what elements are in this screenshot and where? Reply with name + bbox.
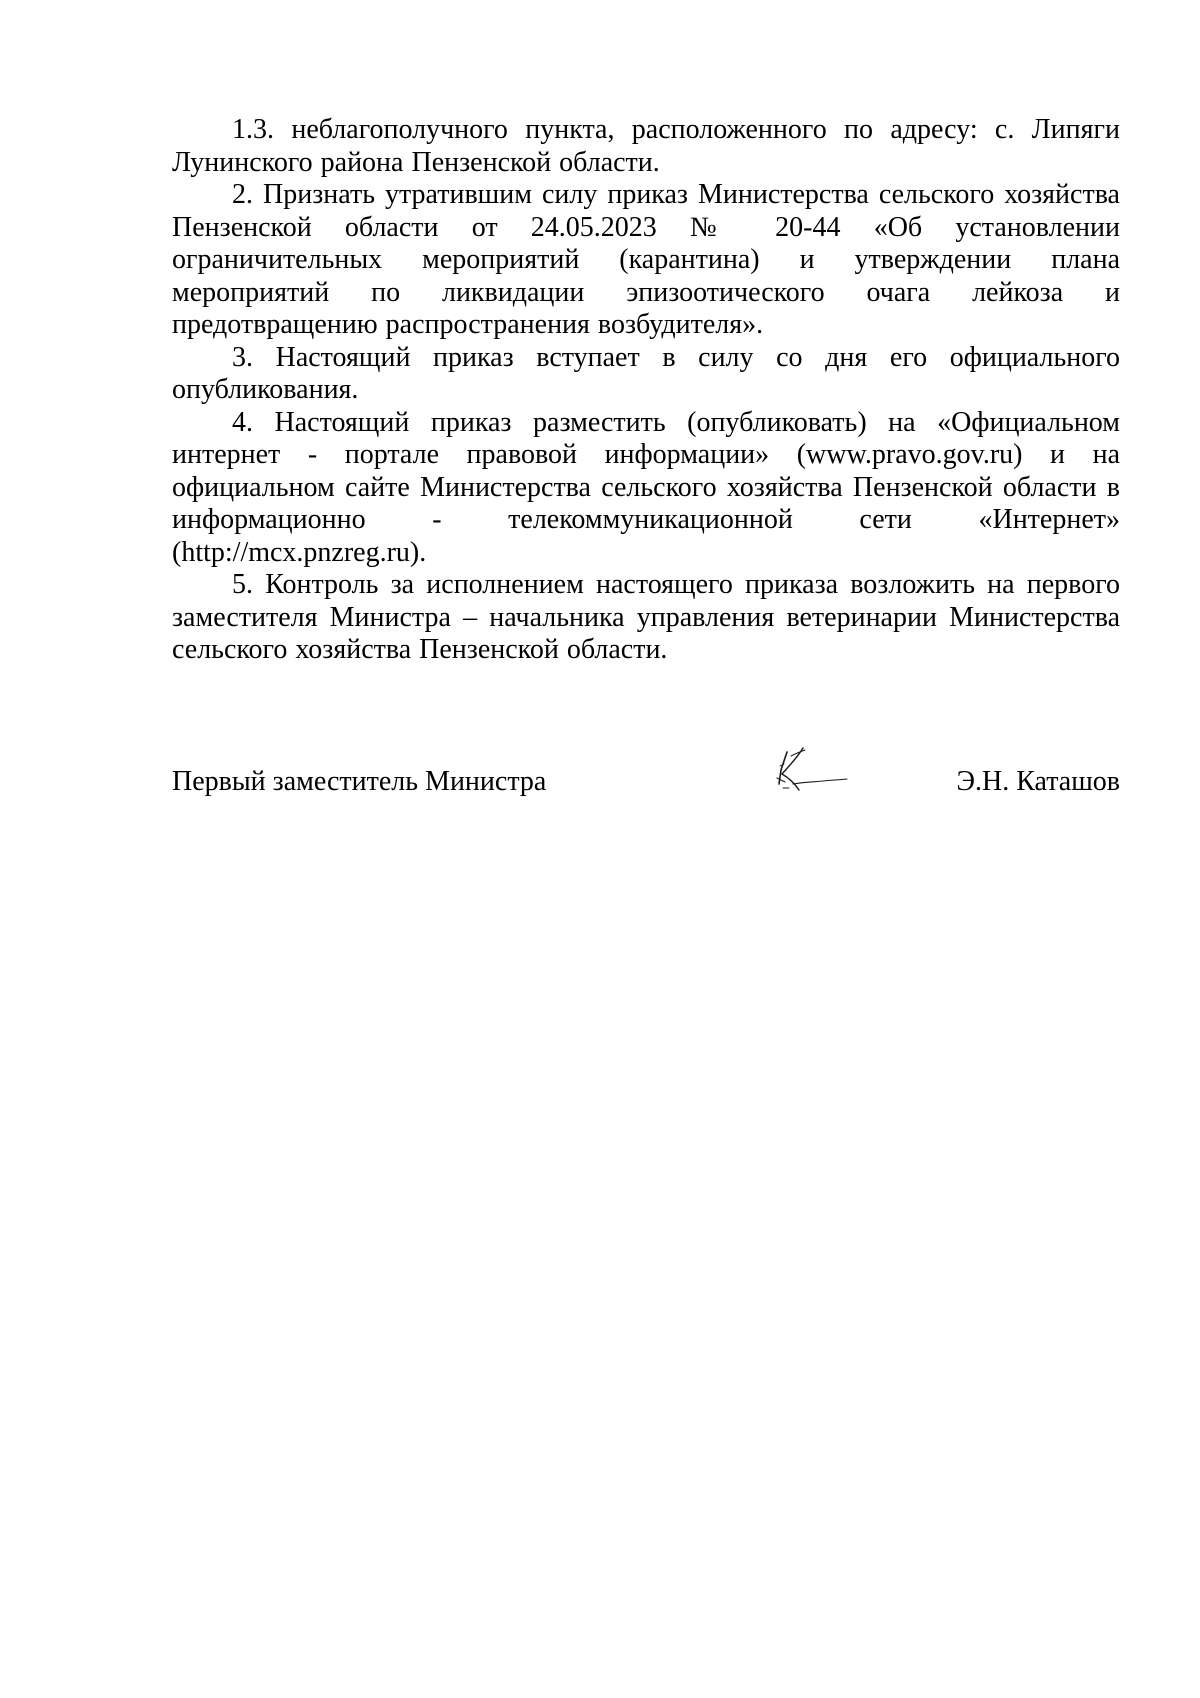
paragraph-1-3: 1.3. неблагополучного пункта, расположенного по адресу: с. Липяги Лунинского района Пензенской области. [172,114,1120,178]
signature-block [172,766,1120,806]
paragraph-4: 4. Настоящий приказ разместить (опубликовать) на «Официальном интернет - портале правовой информации» (www.pravo.gov.ru) и на официальном сайте Министерства сельского хозяйства Пензенской области в информационно - телекоммуникационной сети «Интернет» (http://mcx.pnzreg.ru). [172,406,1120,568]
paragraph-2: 2. Признать утратившим силу приказ Министерства сельского хозяйства Пензенской области от 24.05.2023 № 20-44 «Об установлении ограничительных мероприятий (карантина) и утверждении плана мероприятий по ликвидации эпизоотического очага лейкоза и предотвращению распространения возбудителя». [172,179,1120,340]
document-body [172,114,1120,667]
paragraph-3: 3. Настоящий приказ вступает в силу со дня его официального опубликования. [172,341,1120,405]
paragraph-5: 5. Контроль за исполнением настоящего приказа возложить на первого заместителя Министра – начальника управления ветеринарии Министерства сельского хозяйства Пензенской области. [172,569,1120,665]
handwritten-signature [769,744,859,800]
signer-name: Э.Н. Каташов [956,766,1120,797]
signer-position: Первый заместитель Министра [172,766,547,797]
